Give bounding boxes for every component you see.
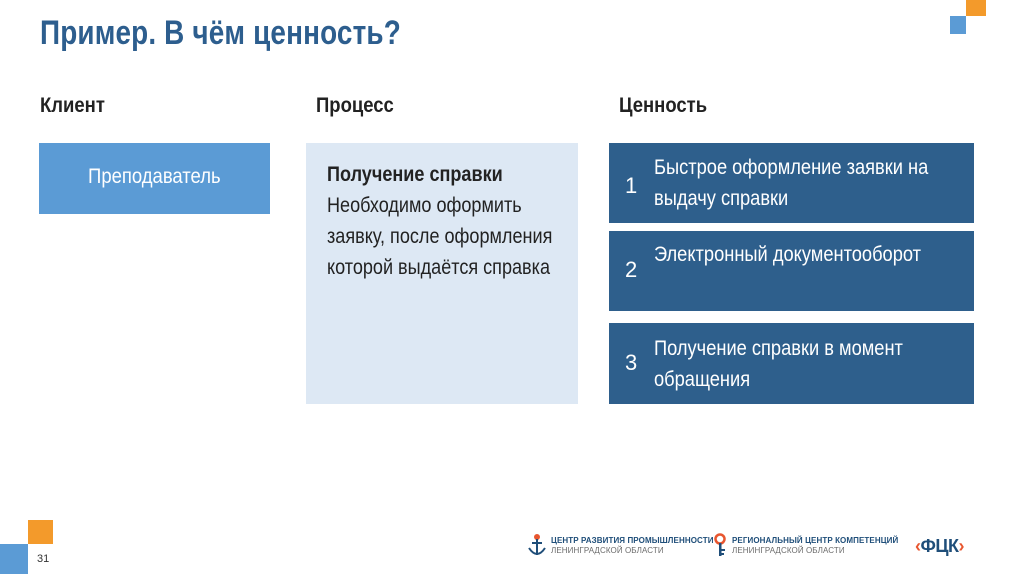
competence-center-line1: РЕГИОНАЛЬНЫЙ ЦЕНТР КОМПЕТЕНЦИЙ	[732, 536, 899, 545]
value-text: Быстрое оформление заявки на выдачу справки	[654, 156, 929, 210]
value-item	[609, 231, 974, 311]
decor-square-orange-top	[966, 0, 986, 16]
key-emblem-icon	[712, 533, 728, 559]
value-number: 3	[625, 350, 638, 375]
decor-square-blue-top	[950, 16, 966, 34]
process-title: Получение справки	[327, 163, 503, 186]
decor-square-orange-bottom	[28, 520, 53, 544]
rck-logo-mark	[915, 536, 964, 557]
value-text: Получение справки в момент обращения	[654, 337, 903, 391]
rck-left-bracket-icon: ‹	[915, 536, 921, 556]
value-number: 2	[625, 257, 638, 282]
decor-square-blue-bottom	[0, 544, 28, 574]
anchor-emblem-icon	[527, 533, 547, 559]
rck-logo	[915, 536, 964, 557]
industry-center-line2: ЛЕНИНГРАДСКОЙ ОБЛАСТИ	[551, 546, 664, 555]
value-item	[609, 143, 974, 223]
column-header-value: Ценность	[619, 94, 708, 117]
competence-center-text	[732, 536, 898, 556]
client-box	[39, 143, 270, 214]
slide-title: Пример. В чём ценность?	[40, 14, 401, 52]
industry-center-logo	[527, 533, 714, 559]
value-item	[609, 323, 974, 404]
column-header-client: Клиент	[40, 94, 105, 117]
competence-center-line2: ЛЕНИНГРАДСКОЙ ОБЛАСТИ	[732, 546, 845, 555]
column-header-process: Процесс	[316, 94, 394, 117]
industry-center-line1: ЦЕНТР РАЗВИТИЯ ПРОМЫШЛЕННОСТИ	[551, 536, 714, 545]
rck-logo-text: ФЦК	[920, 536, 959, 556]
industry-center-text	[551, 536, 714, 556]
client-label: Преподаватель	[88, 165, 221, 188]
process-description: Необходимо оформить заявку, после оформления которой выдаётся справка	[327, 194, 553, 279]
rck-right-bracket-icon: ›	[958, 536, 964, 556]
process-box	[306, 143, 578, 404]
competence-center-logo	[712, 533, 898, 559]
value-text: Электронный документооборот	[654, 243, 921, 266]
slide-number: 31	[37, 553, 50, 565]
value-number: 1	[625, 173, 638, 198]
